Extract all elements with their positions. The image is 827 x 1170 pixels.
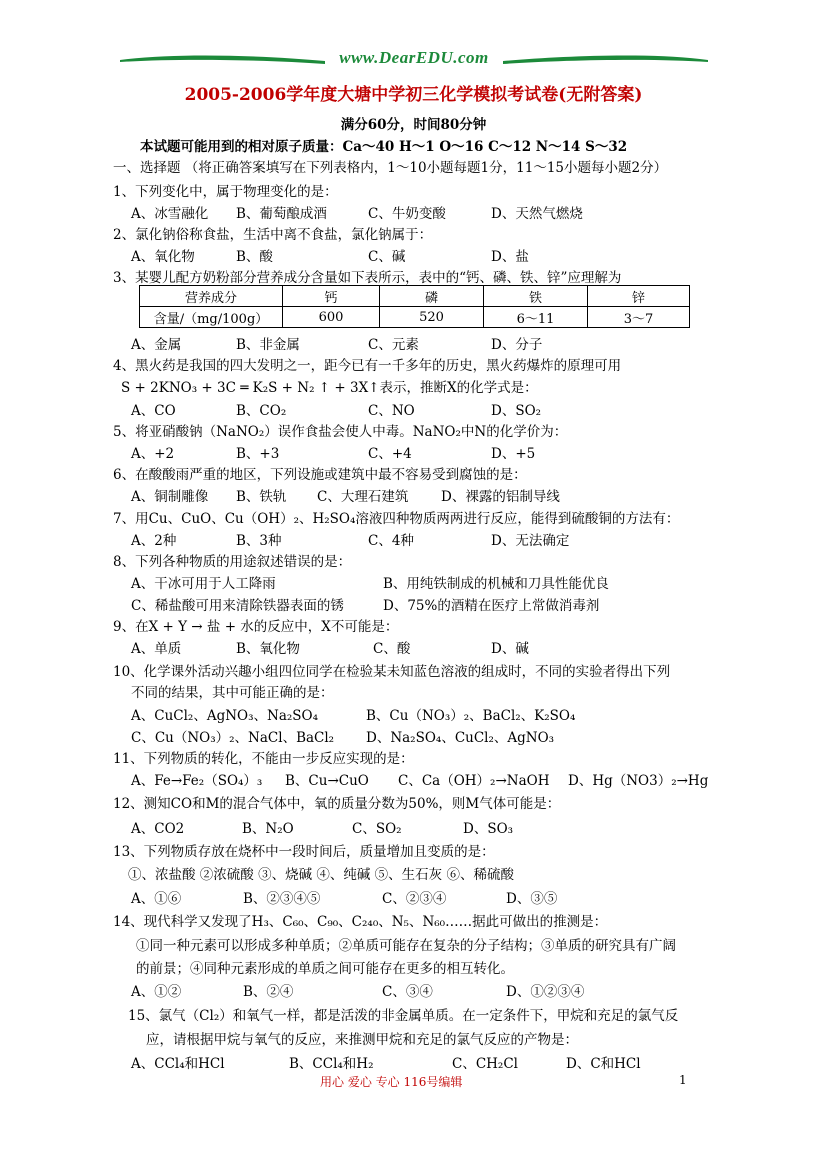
q10-option-a: A、CuCl₂、AgNO₃、Na₂SO₄ (131, 708, 319, 724)
q8-stem: 8、下列各种物质的用途叙述错误的是： (113, 554, 352, 570)
q3-option-c: C、元素 (368, 337, 419, 353)
q3-option-d: D、分子 (491, 337, 543, 353)
exam-title: 2005-2006学年度大塘中学初三化学模拟考试卷(无附答案) (184, 85, 643, 105)
q8-option-b: B、用纯铁制成的机械和刀具性能优良 (383, 576, 609, 592)
q13-option-c: C、②③④ (382, 891, 447, 907)
q11-option-a: A、Fe→Fe₂（SO₄）₃ (131, 773, 263, 789)
q6-stem: 6、在酸酸雨严重的地区，下列设施或建筑中最不容易受到腐蚀的是： (113, 467, 527, 483)
q13-option-a: A、①⑥ (131, 891, 182, 907)
q11-option-d: D、Hg（NO3）₂→Hg (568, 773, 709, 789)
q12-option-c: C、SO₂ (352, 821, 402, 837)
q2-option-b: B、酸 (236, 249, 273, 265)
q5-option-b: B、+3 (236, 446, 280, 462)
q11-stem: 11、下列物质的转化，不能由一步反应实现的是： (113, 751, 414, 767)
atomic-mass: 本试题可能用到的相对原子质量：Ca～40 H～1 O～16 C～12 N～14 S～32 (140, 139, 628, 155)
q15-option-d: D、C和HCl (566, 1056, 641, 1072)
q12-option-b: B、N₂O (242, 821, 294, 837)
q4-option-d: D、SO₂ (491, 403, 542, 419)
q6-option-c: C、大理石建筑 (317, 489, 409, 505)
table-row (140, 307, 690, 328)
q1-option-b: B、葡萄酿成酒 (236, 206, 327, 222)
q5-option-d: D、+5 (491, 446, 536, 462)
q1-option-d: D、天然气燃烧 (491, 206, 583, 222)
q1-option-c: C、牛奶变酸 (368, 206, 446, 222)
q6-option-b: B、铁轨 (236, 489, 287, 505)
q4-option-b: B、CO₂ (236, 403, 287, 419)
q12-stem: 12、测知CO和M的混合气体中，氧的质量分数为50%，则M气体可能是： (113, 796, 561, 812)
q2-option-d: D、盐 (491, 249, 529, 265)
q2-option-a: A、氧化物 (131, 249, 195, 265)
q8-option-c: C、稀盐酸可用来清除铁器表面的锈 (131, 598, 344, 614)
q9-stem: 9、在X + Y → 盐 + 水的反应中，X不可能是： (113, 619, 399, 635)
q10-option-d: D、Na₂SO₄、CuCl₂、AgNO₃ (366, 730, 555, 746)
q10-option-c: C、Cu（NO₃）₂、NaCl、BaCl₂ (131, 730, 335, 746)
q14-stem: 14、现代科学又发现了H₃、C₆₀、C₉₀、C₂₄₀、N₅、N₆₀……据此可做出的推测是： (113, 914, 608, 930)
q3-option-a: A、金属 (131, 337, 182, 353)
site-url[interactable]: www.DearEDU.com (339, 48, 489, 67)
q14-option-d: D、①②③④ (506, 984, 585, 1000)
q14-option-c: C、③④ (382, 984, 433, 1000)
score-time: 满分60分，时间80分钟 (340, 117, 487, 133)
q15-option-a: A、CCl₄和HCl (131, 1056, 225, 1072)
q1-option-a: A、冰雪融化 (131, 206, 209, 222)
table-cell: 磷 (380, 286, 484, 307)
q8-option-d: D、75%的酒精在医疗上常做消毒剂 (383, 598, 600, 614)
q13-option-b: B、②③④⑤ (243, 891, 321, 907)
q2-option-c: C、碱 (368, 249, 406, 265)
q4-option-a: A、CO (131, 403, 176, 419)
q11-option-b: B、Cu→CuO (285, 773, 369, 789)
table-cell: 6～11 (484, 307, 588, 328)
table-cell: 520 (380, 307, 484, 328)
q1-stem: 1、下列变化中，属于物理变化的是： (113, 184, 338, 200)
q6-option-a: A、铜制雕像 (131, 489, 209, 505)
q15-stem-cont: 应，请根据甲烷与氧气的反应，来推测甲烷和充足的氯气反应的产物是： (146, 1032, 578, 1048)
q15-stem: 15、氯气（Cl₂）和氧气一样，都是活泼的非金属单质。在一定条件下，甲烷和充足的氯气反 (128, 1008, 679, 1024)
q13-stem: 13、下列物质存放在烧杯中一段时间后，质量增加且变质的是： (113, 844, 495, 860)
q5-option-a: A、+2 (131, 446, 175, 462)
q7-option-a: A、2种 (131, 533, 177, 549)
q5-stem: 5、将亚硝酸钠（NaNO₂）误作食盐会使人中毒。NaNO₂中N的化学价为： (113, 424, 568, 440)
q13-option-d: D、③⑤ (506, 891, 558, 907)
table-cell: 含量/（mg/100g） (140, 307, 283, 328)
q2-stem: 2、氯化钠俗称食盐，生活中离不食盐，氯化钠属于： (113, 227, 433, 243)
q15-option-b: B、CCl₄和H₂ (289, 1056, 374, 1072)
page-number: 1 (679, 1073, 687, 1087)
q13-items: ①、浓盐酸 ②浓硫酸 ③、烧碱 ④、纯碱 ⑤、生石灰 ⑥、稀硫酸 (128, 867, 514, 883)
footer-slogan: 用心 爱心 专心 116号编辑 (320, 1075, 463, 1089)
table-cell: 锌 (588, 286, 690, 307)
q4-equation: S + 2KNO₃ + 3C ═ K₂S + N₂ ↑ + 3X↑表示，推断X的化学式是： (121, 380, 538, 396)
q7-stem: 7、用Cu、CuO、Cu（OH）₂、H₂SO₄溶液四种物质两两进行反应，能得到硫酸铜的方法有： (113, 511, 680, 527)
q12-option-d: D、SO₃ (463, 821, 514, 837)
q10-option-b: B、Cu（NO₃）₂、BaCl₂、K₂SO₄ (366, 708, 576, 724)
nutrition-table (139, 285, 690, 328)
q4-option-c: C、NO (368, 403, 415, 419)
q9-option-b: B、氧化物 (236, 641, 300, 657)
q14-option-b: B、②④ (243, 984, 294, 1000)
q14-statements-cont: 的前景；④同种元素形成的单质之间可能存在更多的相互转化。 (136, 961, 514, 977)
q11-option-c: C、Ca（OH）₂→NaOH (398, 773, 550, 789)
q7-option-b: B、3种 (236, 533, 282, 549)
q12-option-a: A、CO2 (131, 821, 185, 837)
section-heading: 一、选择题 （将正确答案填写在下列表格内，1～10小题每题1分，11～15小题每小题2分） (113, 160, 668, 176)
table-row (140, 286, 690, 307)
q6-option-d: D、裸露的铝制导线 (441, 489, 560, 505)
q9-option-c: C、酸 (373, 641, 411, 657)
q7-option-d: D、无法确定 (491, 533, 570, 549)
table-cell: 3～7 (588, 307, 690, 328)
table-cell: 营养成分 (140, 286, 283, 307)
q10-stem-cont: 不同的结果，其中可能正确的是： (131, 685, 334, 701)
site-banner (120, 48, 708, 78)
q15-option-c: C、CH₂Cl (452, 1056, 518, 1072)
q8-option-a: A、干冰可用于人工降雨 (131, 576, 276, 592)
q14-option-a: A、①② (131, 984, 182, 1000)
q9-option-a: A、单质 (131, 641, 182, 657)
q9-option-d: D、碱 (491, 641, 529, 657)
q14-statements: ①同一种元素可以形成多种单质；②单质可能存在复杂的分子结构；③单质的研究具有广阔 (136, 938, 676, 954)
q3-stem: 3、某婴儿配方奶粉部分营养成分含量如下表所示，表中的“钙、磷、铁、锌”应理解为 (113, 270, 622, 286)
q5-option-c: C、+4 (368, 446, 412, 462)
q3-option-b: B、非金属 (236, 337, 300, 353)
table-cell: 600 (283, 307, 380, 328)
table-cell: 铁 (484, 286, 588, 307)
table-cell: 钙 (283, 286, 380, 307)
q7-option-c: C、4种 (368, 533, 414, 549)
q10-stem: 10、化学课外活动兴趣小组四位同学在检验某未知蓝色溶液的组成时，不同的实验者得出下列 (113, 664, 671, 680)
q4-stem: 4、黑火药是我国的四大发明之一，距今已有一千多年的历史，黑火药爆炸的原理可用 (113, 358, 622, 374)
